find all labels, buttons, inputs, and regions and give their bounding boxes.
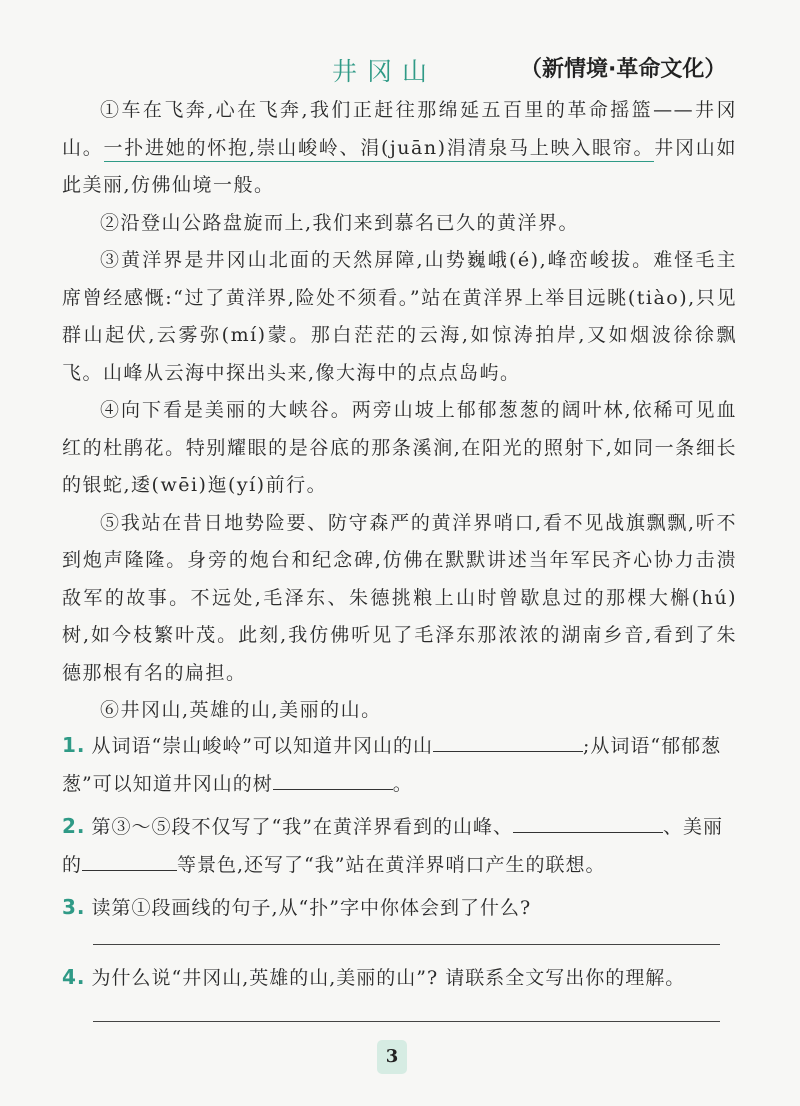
paragraph-6: ⑥井冈山,英雄的山,美丽的山。: [100, 699, 382, 721]
question-4: [62, 958, 737, 997]
answer-line-q3[interactable]: [93, 944, 720, 945]
q1-text-c: 。: [392, 773, 413, 795]
paragraph-2: ②沿登山公路盘旋而上,我们来到慕名已久的黄洋界。: [100, 211, 580, 234]
question-number: 3.: [62, 895, 86, 919]
paragraph-5: ⑤我站在昔日地势险要、防守森严的黄洋界哨口,看不见战旗飘飘,听不到炮声隆隆。身旁的炮台和纪念碑,仿佛在默默讲述当年军民齐心协力击溃敌军的故事。不远处,毛泽东、朱德挑粮上山时曾歇息过的那棵大槲(hú)树,如今枝繁叶茂。此刻,我仿佛听见了毛泽东那浓浓的湖南乡音,看到了朱德那根有名的扁担。: [62, 511, 737, 684]
q1-text-b: ;从词语“郁郁葱葱”可以知道井冈山的树: [62, 735, 722, 795]
answer-blank[interactable]: [513, 810, 663, 833]
question-2: [62, 807, 737, 884]
passage-title: 井冈山: [332, 57, 438, 86]
underlined-sentence: 一扑进她的怀抱,崇山峻岭、涓(juān)涓清泉马上映入眼帘。: [104, 137, 655, 162]
header: [0, 52, 800, 92]
answer-blank[interactable]: [82, 848, 177, 871]
p1-text-after: 井冈山如此美丽,仿佛仙境一般。: [62, 136, 737, 196]
question-number: 1.: [62, 733, 86, 757]
question-number: 4.: [62, 965, 86, 989]
q2-text-a: 第③～⑤段不仅写了“我”在黄洋界看到的山峰、: [91, 816, 513, 838]
answer-line-q4[interactable]: [93, 1021, 720, 1022]
q2-text-b: 、美丽的: [62, 816, 723, 876]
answer-blank[interactable]: [433, 729, 583, 752]
q3-text: 读第①段画线的句子,从“扑”字中你体会到了什么?: [91, 897, 532, 919]
p1-text-before: ①车在飞奔,心在飞奔,我们正赶往那绵延五百里的革命摇篮——井冈山。: [62, 99, 737, 159]
paragraph-3: ③黄洋界是井冈山北面的天然屏障,山势巍峨(é),峰峦峻拔。难怪毛主席曾经感慨:“过了黄洋界,险处不须看。”站在黄洋界上举目远眺(tiào),只见群山起伏,云雾弥(mí)蒙。那白茫茫的云海,如惊涛拍岸,又如烟波徐徐飘飞。山峰从云海中探出头来,像大海中的点点岛屿。: [62, 249, 737, 384]
q1-text-a: 从词语“崇山峻岭”可以知道井冈山的山: [91, 735, 433, 757]
q4-text: 为什么说“井冈山,英雄的山,美丽的山”? 请联系全文写出你的理解。: [91, 967, 686, 989]
question-number: 2.: [62, 814, 86, 838]
answer-blank[interactable]: [273, 767, 393, 790]
passage: [62, 92, 737, 730]
question-3: [62, 888, 737, 927]
section-tag: （新情境·革命文化）: [520, 57, 727, 82]
page-number: 3: [377, 1040, 407, 1074]
paragraph-4: ④向下看是美丽的大峡谷。两旁山坡上郁郁葱葱的阔叶林,依稀可见血红的杜鹃花。特别耀眼的是谷底的那条溪涧,在阳光的照射下,如同一条细长的银蛇,逶(wēi)迤(yí)前行。: [62, 399, 737, 496]
questions: [62, 726, 737, 931]
paragraph-1: [62, 92, 737, 205]
q2-text-c: 等景色,还写了“我”站在黄洋界哨口产生的联想。: [177, 854, 606, 876]
question-1: [62, 726, 737, 803]
